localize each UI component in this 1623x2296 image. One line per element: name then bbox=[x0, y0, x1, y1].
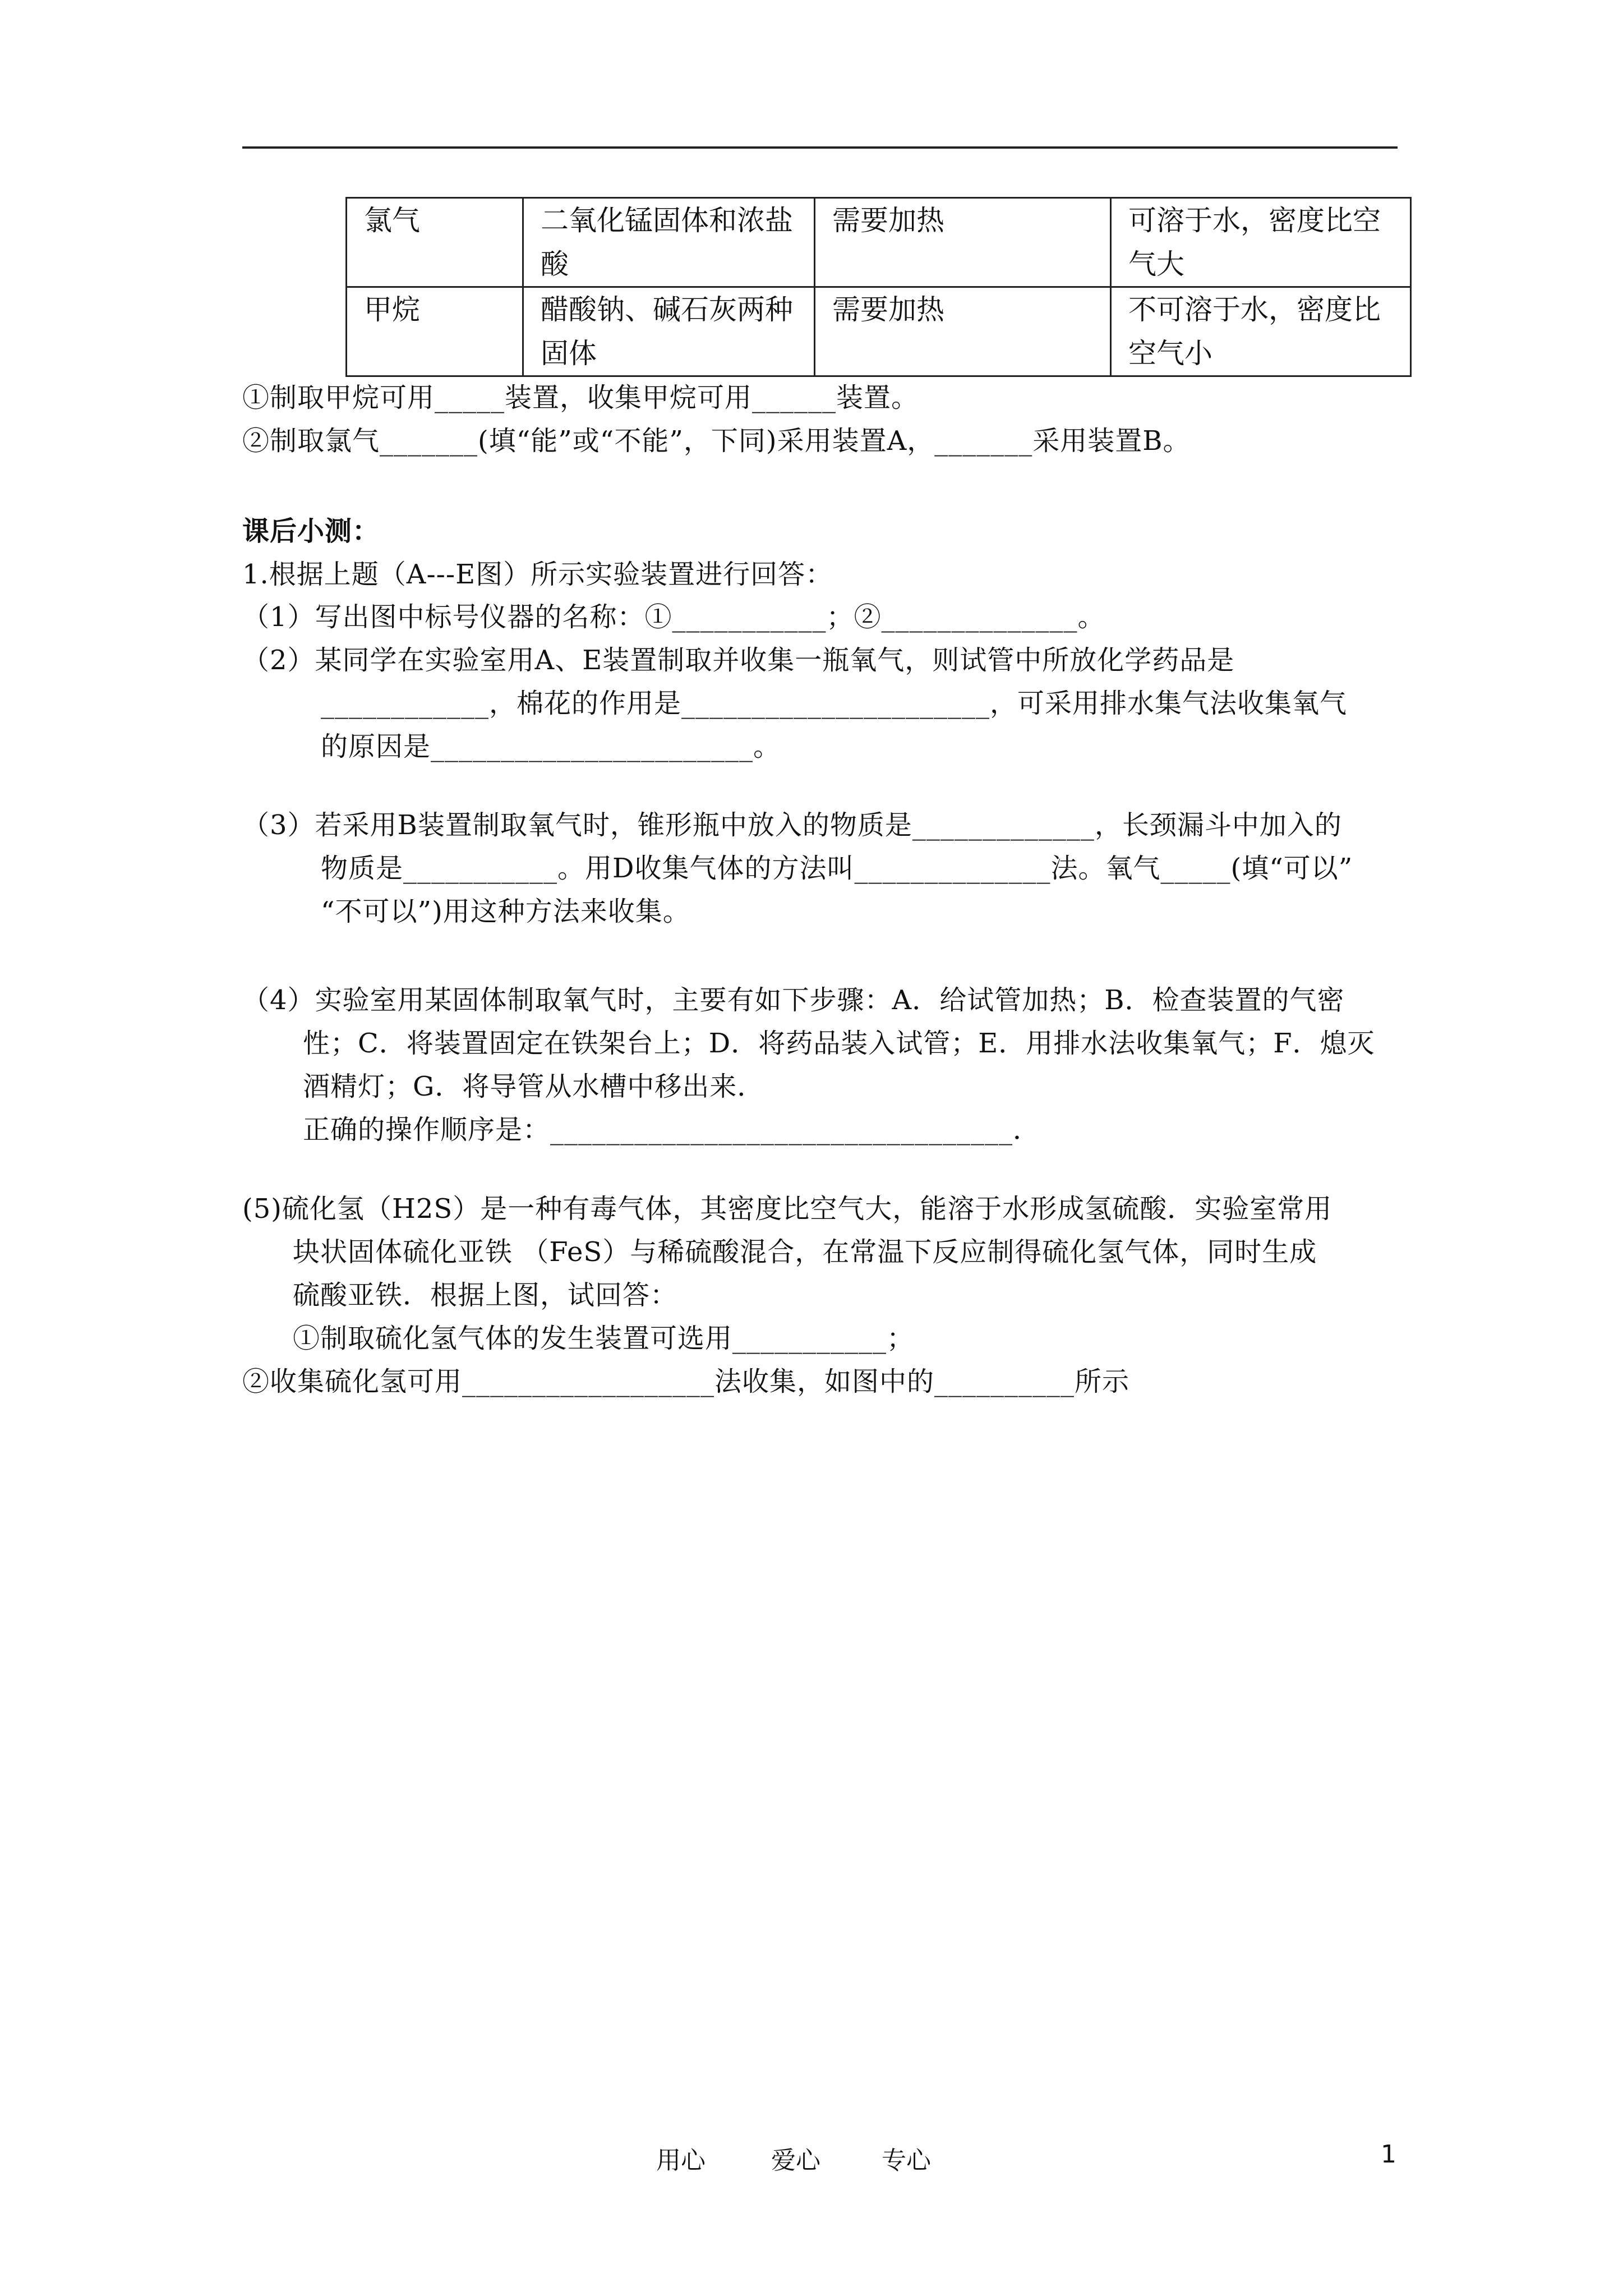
table-cell: 甲烷 bbox=[347, 287, 523, 376]
question-1-part-4-line: 酒精灯；G．将导管从水槽中移出来． bbox=[303, 1071, 765, 1102]
question-1-part-1: （1）写出图中标号仪器的名称：①___________；②______________。 bbox=[242, 601, 1105, 633]
question-1-part-2: （2）某同学在实验室用A、E装置制取并收集一瓶氧气，则试管中所放化学药品是 bbox=[242, 645, 1235, 676]
table-cell: 醋酸钠、碱石灰两种固体 bbox=[523, 287, 815, 376]
footer-motto-1: 用心 bbox=[656, 2146, 706, 2175]
table-cell: 需要加热 bbox=[815, 287, 1111, 376]
header-rule bbox=[242, 146, 1398, 149]
question-1-part-3-line: 物质是___________。用D收集气体的方法叫______________法。氧气_____(填“可以” bbox=[321, 853, 1353, 884]
footer-motto-3: 专心 bbox=[882, 2146, 931, 2175]
table-cell: 可溶于水，密度比空气大 bbox=[1111, 198, 1411, 287]
page-number: 1 bbox=[1381, 2140, 1396, 2169]
question-1-part-5-line: 块状固体硫化亚铁 （FeS）与稀硫酸混合，在常温下反应制得硫化氢气体，同时生成 bbox=[293, 1236, 1317, 1268]
footer-motto-2: 爱心 bbox=[771, 2146, 820, 2175]
table-row bbox=[347, 198, 1411, 287]
table-cell: 不可溶于水，密度比空气小 bbox=[1111, 287, 1411, 376]
table-cell: 需要加热 bbox=[815, 198, 1111, 287]
question-1-part-3: （3）若采用B装置制取氧气时，锥形瓶中放入的物质是_____________，长颈漏斗中加入的 bbox=[242, 809, 1342, 841]
question-1-part-5-line: ②收集硫化氢可用__________________法收集，如图中的__________所示 bbox=[242, 1366, 1130, 1397]
table-cell: 氯气 bbox=[347, 198, 523, 287]
question-chlorine: ②制取氯气_______(填“能”或“不能”，下同)采用装置A，_______采用装置B。 bbox=[242, 425, 1191, 457]
section-title: 课后小测： bbox=[242, 516, 380, 547]
question-1-part-3-line: “不可以”)用这种方法来收集。 bbox=[321, 896, 690, 927]
gas-properties-table bbox=[345, 197, 1412, 377]
question-1-part-5-line: 硫酸亚铁．根据上图，试回答： bbox=[293, 1280, 678, 1311]
question-1-part-2-line: 的原因是_______________________。 bbox=[321, 731, 781, 762]
question-1-part-2-line: ____________，棉花的作用是______________________，可采用排水集气法收集氧气 bbox=[321, 688, 1348, 719]
table-cell: 二氧化锰固体和浓盐酸 bbox=[523, 198, 815, 287]
table-row bbox=[347, 287, 1411, 376]
question-1-part-5-line: ①制取硫化氢气体的发生装置可选用___________； bbox=[293, 1323, 915, 1354]
question-1-part-4-line: 性；C．将装置固定在铁架台上；D．将药品装入试管；E．用排水法收集氧气；F．熄灭 bbox=[303, 1028, 1375, 1059]
question-methane: ①制取甲烷可用_____装置，收集甲烷可用______装置。 bbox=[242, 382, 919, 413]
question-1-part-4: （4）实验室用某固体制取氧气时，主要有如下步骤：A．给试管加热；B．检查装置的气密 bbox=[242, 984, 1345, 1016]
question-1-part-4-line: 正确的操作顺序是：_________________________________． bbox=[303, 1114, 1041, 1145]
question-1-part-5: (5)硫化氢（H2S）是一种有毒气体，其密度比空气大，能溶于水形成氢硫酸．实验室常用 bbox=[242, 1193, 1332, 1225]
question-1-stem: 1.根据上题（A---E图）所示实验装置进行回答： bbox=[242, 559, 833, 590]
